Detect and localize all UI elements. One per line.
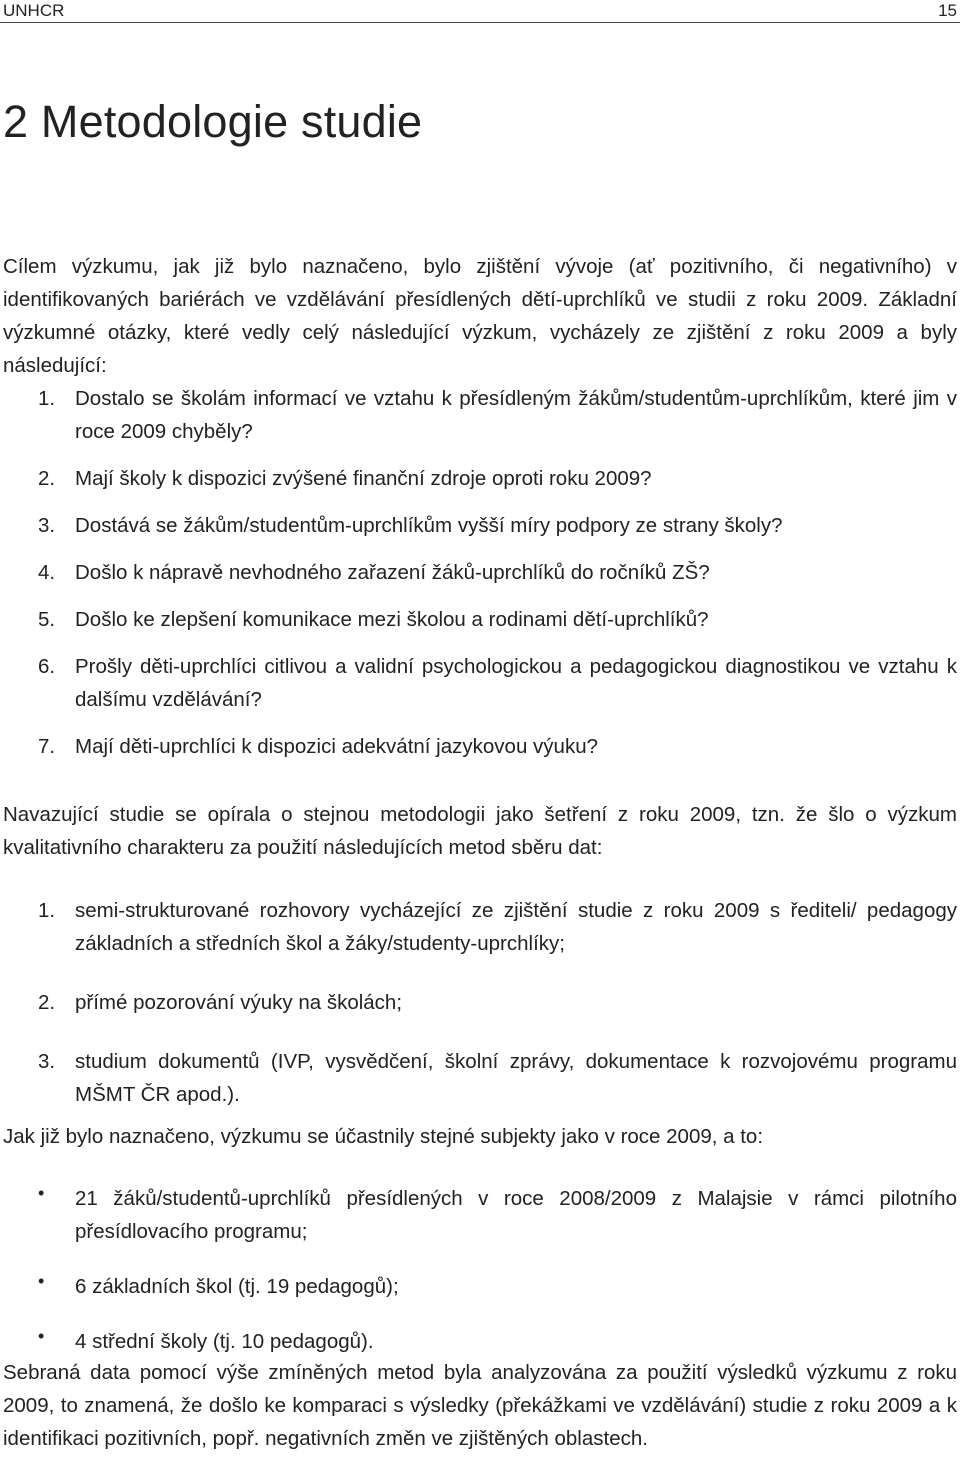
methods-list xyxy=(0,894,960,1111)
list-item-number: 2. xyxy=(38,467,56,490)
subjects-list xyxy=(0,1182,960,1358)
list-item-text: Mají děti-uprchlíci k dispozici adekvátní jazykovou výuku? xyxy=(75,735,598,758)
list-item xyxy=(0,462,960,495)
list-item xyxy=(0,1182,960,1248)
list-item xyxy=(0,650,960,716)
list-item-text: Dostalo se školám informací ve vztahu k přesídleným žákům/studentům-uprchlíkům, které jim v roce 2009 chyběly? xyxy=(75,387,957,443)
list-item-number: 5. xyxy=(38,608,56,631)
list-item-text: 21 žáků/studentů-uprchlíků přesídlených v roce 2008/2009 z Malajsie v rámci pilotního přesídlovacího programu; xyxy=(75,1187,957,1243)
list-item-text: 6 základních škol (tj. 19 pedagogů); xyxy=(75,1275,399,1298)
list-item-text: semi-strukturované rozhovory vycházející ze zjištění studie z roku 2009 s řediteli/ pedagogy základních a středních škol a žáky/studenty-uprchlíky; xyxy=(75,899,957,955)
list-item-text: Mají školy k dispozici zvýšené finanční zdroje oproti roku 2009? xyxy=(75,467,652,490)
list-item-number: 3. xyxy=(38,1050,56,1073)
list-item-number: 3. xyxy=(38,514,56,537)
list-item-text: 4 střední školy (tj. 10 pedagogů). xyxy=(75,1330,374,1353)
bullet-icon: • xyxy=(38,1326,45,1346)
intro-paragraph: Cílem výzkumu, jak již bylo naznačeno, bylo zjištění vývoje (ať pozitivního, či negativního) v identifikovaných bariérách ve vzdělávání přesídlených dětí-uprchlíků ve studii z roku 2009. Základní výzkumné otázky, které vedly celý následující výzkum, vycházely ze zjištění z roku 2009 a byly následující: xyxy=(3,255,957,377)
list-item xyxy=(0,603,960,636)
research-questions-list xyxy=(0,382,960,763)
list-item-number: 1. xyxy=(38,899,56,922)
header-org: UNHCR xyxy=(3,1,65,20)
list-item xyxy=(0,1045,960,1111)
closing-paragraph: Sebraná data pomocí výše zmíněných metod byla analyzována za použití výsledků výzkumu z roku 2009, to znamená, že došlo ke komparaci s výsledky (překážkami ve vzdělávání) studie z roku 2009 a k identifikaci pozitivních, popř. negativních změn ve zjištěných oblastech. xyxy=(3,1361,957,1450)
list-item xyxy=(0,509,960,542)
page-number: 15 xyxy=(938,1,957,20)
list-item-text: Došlo ke zlepšení komunikace mezi školou a rodinami dětí-uprchlíků? xyxy=(75,608,709,631)
list-item xyxy=(0,986,960,1019)
list-item-text: přímé pozorování výuky na školách; xyxy=(75,991,403,1014)
list-item-text: studium dokumentů (IVP, vysvědčení, školní zprávy, dokumentace k rozvojovému programu MŠMT ČR apod.). xyxy=(75,1050,957,1106)
methods-paragraph: Navazující studie se opírala o stejnou metodologii jako šetření z roku 2009, tzn. že šlo o výzkum kvalitativního charakteru za použití následujících metod sběru dat: xyxy=(3,803,957,859)
list-item xyxy=(0,894,960,960)
list-item-number: 7. xyxy=(38,735,56,758)
list-item-text: Došlo k nápravě nevhodného zařazení žáků-uprchlíků do ročníků ZŠ? xyxy=(75,561,710,584)
list-item-number: 1. xyxy=(38,387,56,410)
list-item xyxy=(0,1325,960,1358)
list-item xyxy=(0,556,960,589)
page-title: 2 Metodologie studie xyxy=(3,96,423,147)
list-item xyxy=(0,1270,960,1303)
list-item-number: 2. xyxy=(38,991,56,1014)
list-item-text: Prošly děti-uprchlíci citlivou a validní psychologickou a pedagogickou diagnostikou ve vztahu k dalšímu vzdělávání? xyxy=(75,655,957,711)
list-item xyxy=(0,382,960,448)
list-item-number: 4. xyxy=(38,561,56,584)
bullet-icon: • xyxy=(38,1183,45,1203)
list-item-text: Dostává se žákům/studentům-uprchlíkům vyšší míry podpory ze strany školy? xyxy=(75,514,783,537)
bullet-icon: • xyxy=(38,1271,45,1291)
list-item xyxy=(0,730,960,763)
page-header xyxy=(0,0,960,22)
header-divider xyxy=(0,22,960,23)
list-item-number: 6. xyxy=(38,655,56,678)
subjects-paragraph: Jak již bylo naznačeno, výzkumu se účastnily stejné subjekty jako v roce 2009, a to: xyxy=(3,1125,764,1148)
